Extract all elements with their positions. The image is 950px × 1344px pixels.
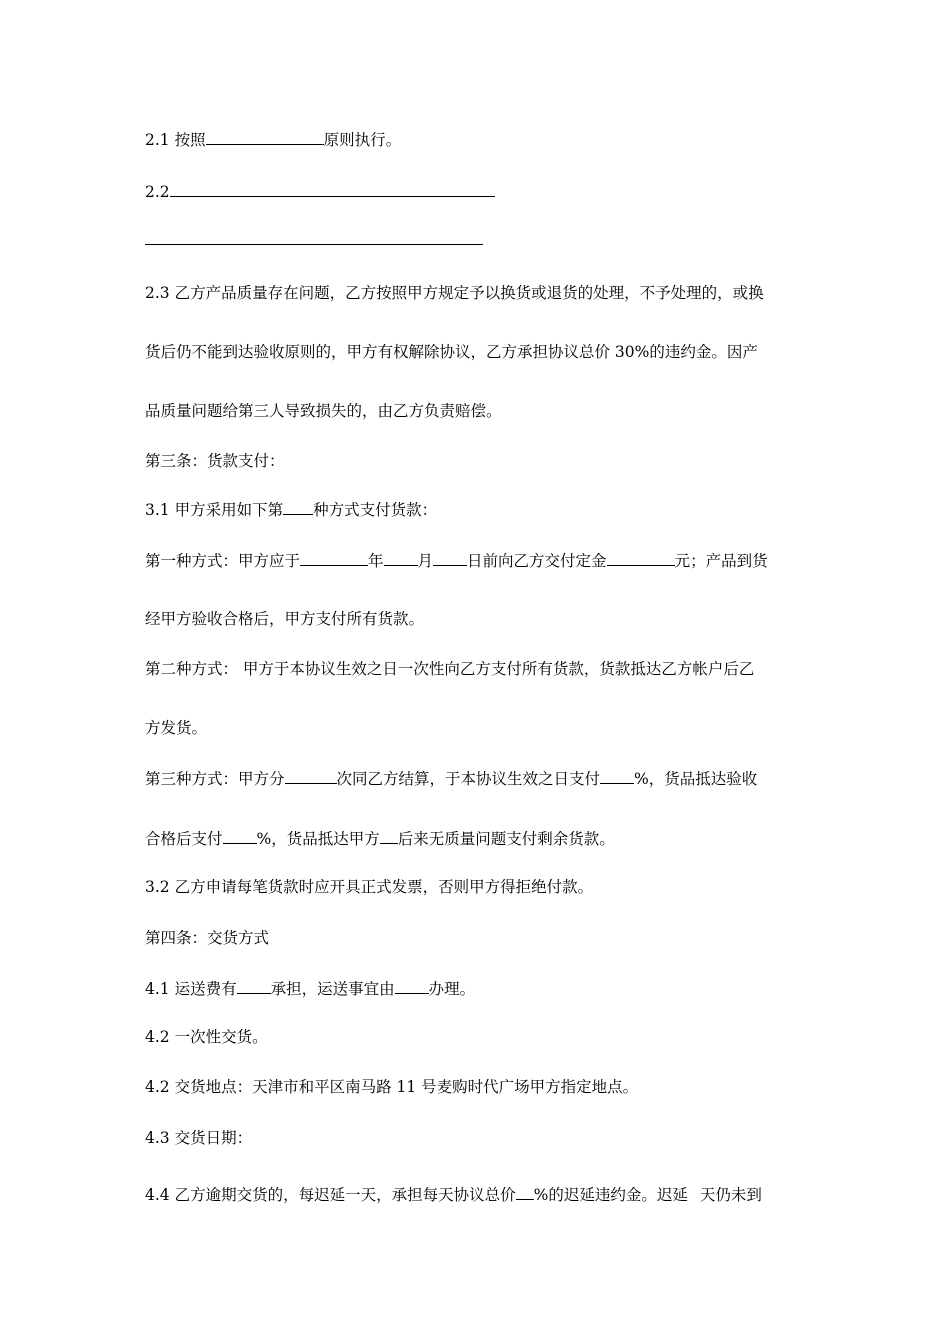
clause-3-1-suffix: 种方式支付货款： [313, 501, 438, 519]
blank-deposit-amount [607, 549, 675, 566]
clause-2-3-line2: 货后仍不能到达验收原则的，甲方有权解除协议，乙方承担协议总价 30%的违约金。因产 [145, 343, 758, 361]
method-1-line2: 经甲方验收合格后，甲方支付所有货款。 [145, 610, 425, 628]
clause-4-2-one-time: 4.2 一次性交货。 [145, 1028, 268, 1046]
clause-2-1-suffix: 原则执行。 [323, 131, 402, 149]
clause-2-3-line1: 2.3 乙方产品质量存在问题，乙方按照甲方规定予以换货或退货的处理，不予处理的，或换 [145, 284, 764, 302]
method-3-text-d: 合格后支付 [145, 830, 223, 848]
method-2-line1: 第二种方式： 甲方于本协议生效之日一次性向乙方支付所有货款，货款抵达乙方帐户后乙 [145, 660, 755, 678]
method-1-text-b: 年 [368, 552, 384, 570]
clause-4-4-text-b: %的迟延违约金。迟延 [533, 1186, 688, 1204]
article-4-heading: 第四条：交货方式 [145, 929, 270, 947]
blank-year [300, 549, 368, 566]
method-2-line2: 方发货。 [145, 719, 208, 737]
blank-principle [206, 128, 324, 145]
blank-day [433, 549, 467, 566]
method-3-line2 [145, 827, 615, 849]
blank-period [380, 827, 398, 844]
method-1-line1 [145, 549, 768, 571]
method-3-text-f: 后来无质量问题支付剩余货款。 [397, 830, 615, 848]
clause-3-1-prefix: 3.1 甲方采用如下第 [145, 501, 284, 519]
clause-2-1 [145, 128, 401, 150]
blank-penalty-percent [516, 1183, 534, 1200]
method-3-line1 [145, 767, 757, 789]
blank-freight-party [237, 977, 271, 994]
blank-month [384, 549, 418, 566]
clause-4-4 [145, 1183, 762, 1205]
blank-second-percent [223, 827, 257, 844]
clause-2-2 [145, 180, 495, 202]
clause-4-1-text-b: 承担，运送事宜由 [270, 980, 395, 998]
clause-4-3: 4.3 交货日期： [145, 1129, 253, 1147]
blank-initial-percent [600, 767, 634, 784]
clause-4-1-text-a: 4.1 运送费有 [145, 980, 237, 998]
method-1-text-c: 月 [417, 552, 434, 570]
blank-method-number [283, 498, 313, 515]
clause-2-2-label: 2.2 [145, 183, 170, 201]
method-3-text-e: %，货品抵达甲方 [256, 830, 380, 848]
method-1-text-a: 第一种方式：甲方应于 [145, 552, 301, 570]
method-3-text-c: %，货品抵达验收 [634, 770, 758, 788]
blank-transport-party [395, 977, 429, 994]
blank-2-2-line2 [145, 244, 483, 245]
clause-4-4-text-c: 天仍未到 [699, 1186, 762, 1204]
clause-2-1-prefix: 2.1 按照 [145, 131, 206, 149]
blank-2-2-line1 [170, 180, 495, 197]
blank-installments [285, 767, 337, 784]
method-3-text-b: 次同乙方结算，于本协议生效之日支付 [336, 770, 601, 788]
clause-4-4-text-a: 4.4 乙方逾期交货的，每迟延一天，承担每天协议总价 [145, 1186, 516, 1204]
method-1-text-d: 日前向乙方交付定金 [467, 552, 607, 570]
clause-4-1 [145, 977, 475, 999]
clause-2-3-line3: 品质量问题给第三人导致损失的，由乙方负责赔偿。 [145, 402, 502, 420]
clause-4-1-text-c: 办理。 [428, 980, 476, 998]
clause-3-2: 3.2 乙方申请每笔货款时应开具正式发票，否则甲方得拒绝付款。 [145, 878, 594, 896]
method-3-text-a: 第三种方式：甲方分 [145, 770, 285, 788]
clause-3-1 [145, 498, 437, 520]
clause-4-2-location: 4.2 交货地点：天津市和平区南马路 11 号麦购时代广场甲方指定地点。 [145, 1078, 639, 1096]
method-1-text-e: 元；产品到货 [674, 552, 768, 570]
article-3-heading: 第三条：货款支付： [145, 452, 285, 470]
